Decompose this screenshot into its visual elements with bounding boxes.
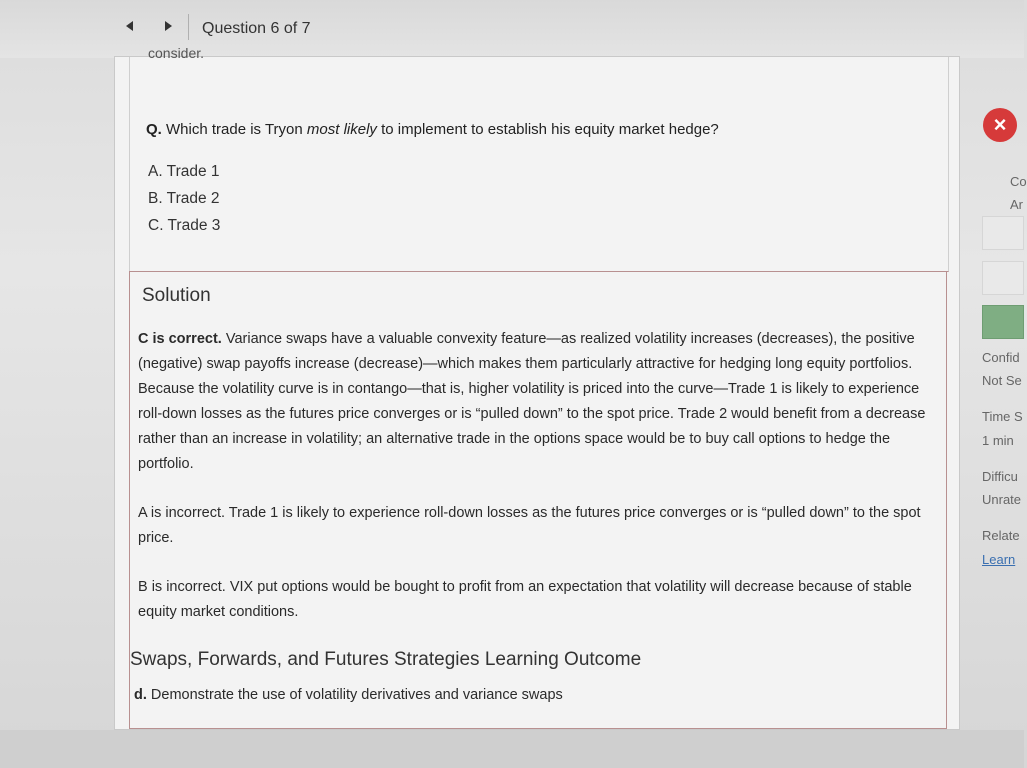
difficulty-value: Unrate bbox=[982, 492, 1022, 507]
confidence-label: Confid bbox=[982, 350, 1020, 365]
sidebar-button-1[interactable] bbox=[982, 216, 1024, 250]
bottom-strip bbox=[0, 730, 1024, 768]
question-text-after: to implement to establish his equity market hedge? bbox=[381, 121, 719, 138]
sidebar-line-1: Co bbox=[1010, 174, 1027, 189]
answer-option-a[interactable]: A. Trade 1 bbox=[148, 163, 220, 180]
question-panel bbox=[114, 45, 960, 730]
correct-text: Variance swaps have a valuable convexity feature—as realized volatility increases (decreases), the positive (negative) swap payoffs increase (decrease)—which makes them particularly attractive for hedging long equity portfolios. Because the volatility curve is in contango—that is, higher volatility is priced into the curve—Trade 1 is likely to experience roll-down losses as the futures price converges or is “pulled down” to the spot price. Trade 2 would benefit from a decrease rather than an increase in volatility; an alternative trade in the options space would be to buy call options to hedge the portfolio. bbox=[138, 331, 926, 472]
correct-label: C is correct. bbox=[138, 331, 222, 347]
related-label: Relate bbox=[982, 528, 1020, 543]
answer-option-b[interactable]: B. Trade 2 bbox=[148, 190, 220, 207]
question-counter: Question 6 of 7 bbox=[202, 20, 311, 37]
option-a-explanation: A is incorrect. Trade 1 is likely to experience roll-down losses as the futures price converges or is “pulled down” to the spot price. bbox=[138, 505, 921, 546]
correct-explanation bbox=[138, 327, 938, 477]
question-text-before: Which trade is Tryon bbox=[166, 121, 303, 138]
next-arrow-icon[interactable] bbox=[165, 21, 172, 31]
difficulty-label: Difficu bbox=[982, 469, 1018, 484]
learn-link[interactable]: Learn bbox=[982, 552, 1016, 567]
time-label: Time S bbox=[982, 409, 1023, 424]
sidebar-button-2[interactable] bbox=[982, 261, 1024, 295]
option-b-explanation: B is incorrect. VIX put options would be bought to profit from an expectation that volatility will decrease because of stable equity market conditions. bbox=[138, 579, 912, 620]
time-value: 1 min bbox=[982, 433, 1014, 448]
nav-divider bbox=[188, 14, 189, 40]
answer-option-c[interactable]: C. Trade 3 bbox=[148, 217, 221, 234]
question-prefix: Q. bbox=[146, 121, 162, 138]
learning-outcome-item bbox=[134, 687, 563, 703]
solution-heading: Solution bbox=[142, 285, 211, 306]
sidebar-line-2: Ar bbox=[1010, 197, 1023, 212]
previous-arrow-icon[interactable] bbox=[126, 21, 133, 31]
confidence-value: Not Se bbox=[982, 373, 1022, 388]
learning-outcome-text: Demonstrate the use of volatility derivatives and variance swaps bbox=[150, 687, 563, 703]
learning-outcome-heading: Swaps, Forwards, and Futures Strategies Learning Outcome bbox=[130, 649, 642, 670]
right-sidebar bbox=[960, 56, 1027, 730]
solution-area bbox=[129, 271, 947, 729]
previous-context-text: consider. bbox=[148, 45, 205, 61]
close-button[interactable]: × bbox=[983, 108, 1017, 142]
question-area bbox=[129, 45, 949, 272]
question-emphasis: most likely bbox=[306, 121, 377, 138]
learning-outcome-letter: d. bbox=[134, 687, 147, 703]
question-text bbox=[146, 121, 719, 138]
sidebar-button-green[interactable] bbox=[982, 305, 1024, 339]
